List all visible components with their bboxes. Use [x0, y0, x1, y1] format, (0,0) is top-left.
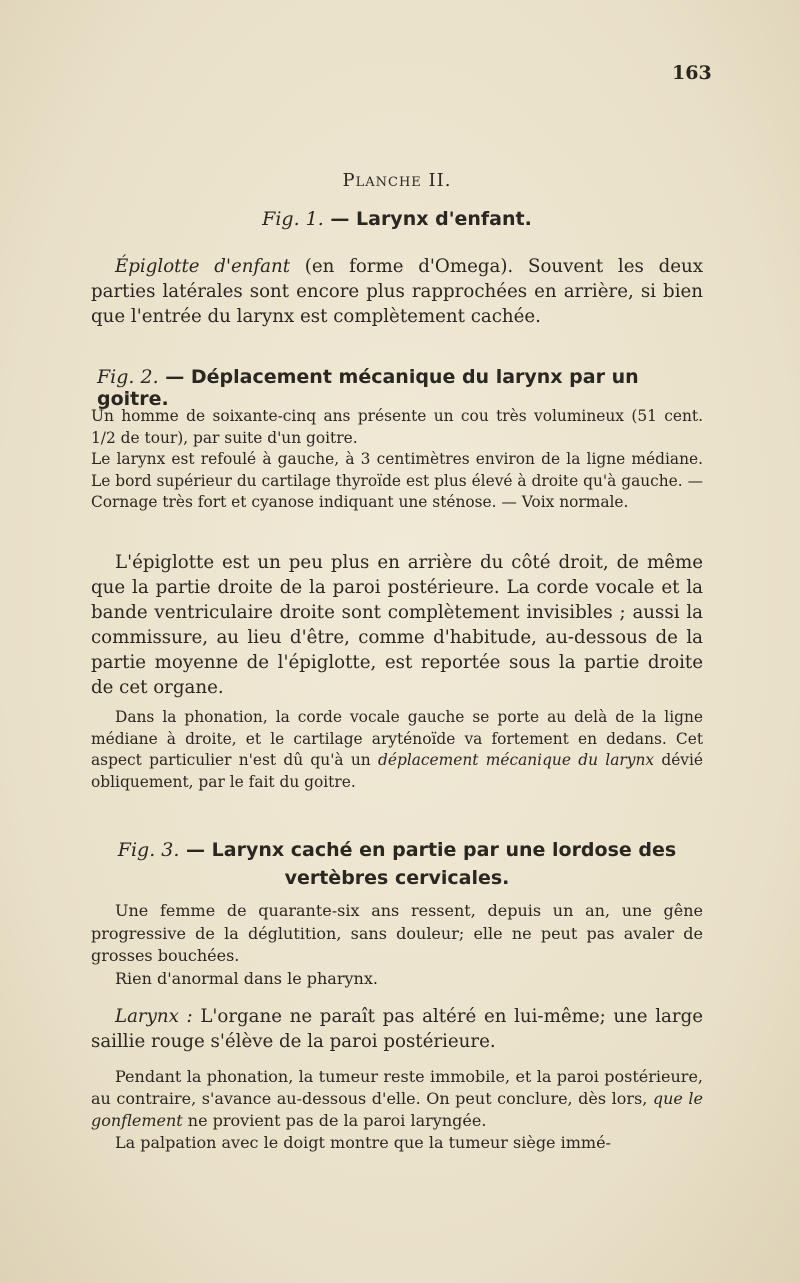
- fig3-observation-2: Rien d'anormal dans le pharynx.: [115, 968, 378, 988]
- fig3-phonation-em: que le gonflement: [91, 1089, 703, 1130]
- fig3-title: [91, 836, 703, 892]
- fig3-observation-1: Une femme de quarante-six ans ressent, depuis un an, une gêne progressive de la déglutition, sans douleur; elle ne peut pas avaler de grosses bouchées.: [91, 901, 703, 965]
- fig2-title: [97, 366, 709, 410]
- fig1-title: [91, 208, 703, 230]
- fig3-title-text-1: — Larynx caché en partie par une lordose des: [179, 839, 677, 861]
- fig3-palpation: La palpation avec le doigt montre que la tumeur siège immé-: [115, 1133, 611, 1152]
- fig3-phonation: [91, 1066, 703, 1154]
- fig2-number: Fig. 2.: [97, 366, 159, 388]
- fig1-number: Fig. 1.: [262, 208, 324, 230]
- fig3-phonation-text-2: ne provient pas de la paroi laryngée.: [182, 1111, 487, 1130]
- fig1-paragraph-text: (en forme d'Omega). Souvent les deux parties latérales sont encore plus rapprochées en arrière, si bien que l'entrée du larynx est complètement cachée.: [91, 256, 703, 327]
- page-number: 163: [672, 62, 712, 84]
- fig1-paragraph: [91, 254, 703, 329]
- fig1-paragraph-em: Épiglotte d'enfant: [115, 256, 291, 277]
- fig2-description: [91, 550, 703, 700]
- fig3-number: Fig. 3.: [117, 839, 180, 861]
- fig3-larynx-text: L'organe ne paraît pas altéré en lui-même; une large saillie rouge s'élève de la paroi postérieure.: [91, 1006, 703, 1052]
- fig2-phonation-text-1: Dans la phonation, la corde vocale gauche se porte au delà de la ligne médiane à droite, et le cartilage aryténoïde va fortement en dedans. Cet aspect particulier n'est dû qu'à un: [91, 708, 703, 770]
- fig2-title-text: — Déplacement mécanique du larynx par un goitre.: [97, 366, 639, 410]
- fig3-title-text-2: vertèbres cervicales.: [284, 867, 510, 889]
- fig3-larynx-em: Larynx :: [115, 1006, 193, 1027]
- fig2-phonation: [91, 707, 703, 793]
- plate-heading: Planche II.: [342, 170, 452, 191]
- fig2-phonation-text-2: dévié obliquement, par le fait du goitre.: [91, 751, 704, 791]
- fig2-observation: [91, 406, 703, 514]
- fig2-observation-2: Le larynx est refoulé à gauche, à 3 centimètres environ de la ligne médiane. Le bord supérieur du cartilage thyroïde est plus élevé à droite qu'à gauche. — Cornage très fort et cyanose indiquant une sténose. — Voix normale.: [91, 450, 703, 512]
- fig2-observation-1: Un homme de soixante-cinq ans présente un cou très volumineux (51 cent. 1/2 de tour), par suite d'un goitre.: [91, 407, 703, 447]
- fig2-phonation-em: déplacement mécanique du larynx: [378, 751, 655, 770]
- fig3-observation: [91, 900, 703, 990]
- fig1-title-text: — Larynx d'enfant.: [323, 208, 532, 230]
- fig3-larynx: [91, 1004, 703, 1054]
- fig3-phonation-text-1: Pendant la phonation, la tumeur reste immobile, et la paroi postérieure, au contraire, s'avance au-dessous d'elle. On peut conclure, dès lors,: [91, 1067, 703, 1108]
- fig2-description-text: L'épiglotte est un peu plus en arrière du côté droit, de même que la partie droite de la paroi postérieure. La corde vocale et la bande ventriculaire droite sont complètement invisibles ; aussi la commissure, au lieu d'être, comme d'habitude, au-dessous de la partie moyenne de l'épiglotte, est reportée sous la partie droite de cet organe.: [91, 552, 703, 698]
